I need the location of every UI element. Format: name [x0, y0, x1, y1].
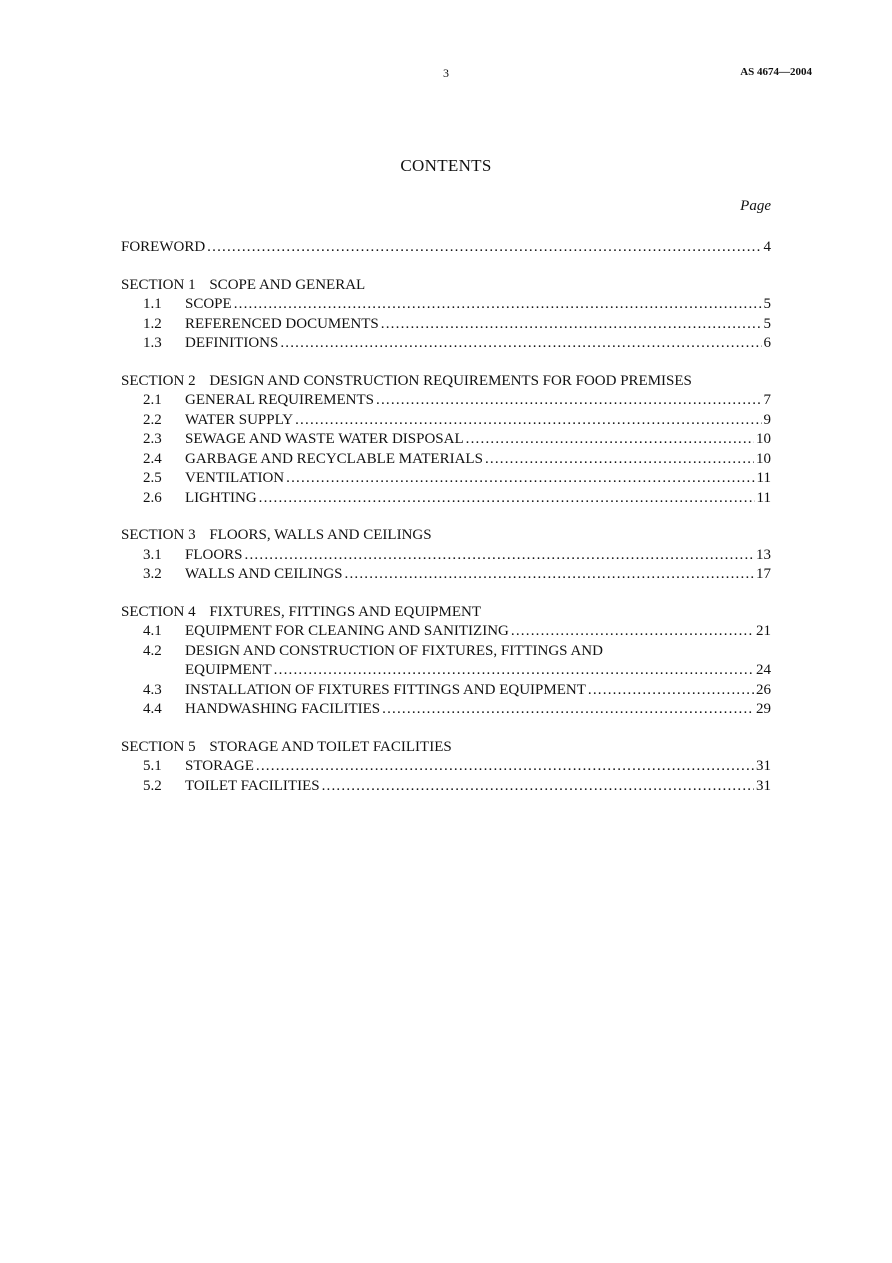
toc-entry-page: 17: [756, 566, 771, 582]
toc-entry-title: TOILET FACILITIES: [185, 777, 320, 794]
dot-leader: [207, 238, 761, 258]
toc-entry[interactable]: [121, 489, 771, 509]
section-title: FLOORS, WALLS AND CEILINGS: [209, 527, 432, 543]
dot-leader: [485, 450, 754, 470]
document-identifier: AS 4674—2004: [740, 66, 812, 78]
toc-entry-title: HANDWASHING FACILITIES: [185, 701, 381, 717]
section-title: STORAGE AND TOILET FACILITIES: [209, 738, 452, 755]
toc-entry[interactable]: [121, 334, 771, 354]
toc-entry-page: 5: [763, 296, 771, 312]
dot-leader: [466, 430, 754, 450]
toc-entry-number: 2.2: [143, 411, 162, 428]
toc-entry-title: DEFINITIONS: [185, 335, 279, 351]
dot-leader: [588, 681, 754, 701]
dot-leader: [322, 777, 754, 797]
toc-entry-page: 26: [756, 681, 771, 698]
toc-entry-number: 1.1: [143, 296, 162, 312]
toc-entry-title: DESIGN AND CONSTRUCTION OF FIXTURES, FITTINGS AND: [185, 642, 603, 659]
dot-leader: [256, 757, 754, 777]
toc-entry-number: 1.2: [143, 315, 162, 332]
toc-entry[interactable]: [121, 315, 771, 335]
dot-leader: [376, 391, 761, 411]
page-column-label: Page: [740, 198, 771, 214]
toc-entry-page: 10: [756, 450, 771, 467]
section-label: SECTION 5: [121, 738, 196, 755]
toc-entry[interactable]: [121, 546, 771, 566]
section-label: SECTION 1: [121, 276, 196, 293]
toc-entry[interactable]: [121, 700, 771, 720]
section-title: FIXTURES, FITTINGS AND EQUIPMENT: [209, 603, 482, 620]
toc-entry[interactable]: [121, 450, 771, 470]
toc-entry-title: GARBAGE AND RECYCLABLE MATERIALS: [185, 450, 483, 467]
toc-entry-page: 31: [756, 777, 771, 794]
toc-entry-page: 13: [756, 546, 771, 563]
toc-entry-page: 21: [756, 623, 771, 639]
toc-entry-title: LIGHTING: [185, 489, 257, 506]
toc-entry-page: 7: [763, 392, 771, 408]
toc-entry[interactable]: [121, 391, 771, 411]
toc-entry-title: SEWAGE AND WASTE WATER DISPOSAL: [185, 431, 464, 447]
dot-leader: [259, 489, 755, 509]
toc-entry[interactable]: [121, 411, 771, 431]
toc-entry-number: 2.4: [143, 450, 162, 467]
toc-entry-title: FLOORS: [185, 546, 243, 563]
toc-entry-continuation[interactable]: [121, 661, 771, 681]
section-heading-3[interactable]: [121, 526, 771, 546]
toc-entry-number: 2.1: [143, 392, 162, 408]
toc-entry-number: 5.1: [143, 758, 162, 774]
toc-entry[interactable]: [121, 681, 771, 701]
toc-entry-title: STORAGE: [185, 758, 254, 774]
toc-entry-page: 6: [763, 335, 771, 351]
toc-entry[interactable]: [121, 295, 771, 315]
toc-entry-page: 4: [763, 239, 771, 255]
toc-entry-title-continued: EQUIPMENT: [185, 662, 272, 678]
toc-entry-number: 2.3: [143, 431, 162, 447]
toc-entry-page: 5: [763, 315, 771, 332]
toc-entry-number: 3.1: [143, 546, 162, 563]
section-heading-1[interactable]: [121, 276, 771, 296]
dot-leader: [295, 411, 761, 431]
dot-leader: [286, 469, 754, 489]
toc-entry-title: WALLS AND CEILINGS: [185, 566, 343, 582]
toc-entry-page: 31: [756, 758, 771, 774]
toc-entry-page: 24: [756, 662, 771, 678]
toc-entry-number: 4.2: [143, 642, 162, 659]
toc-entry-title: REFERENCED DOCUMENTS: [185, 315, 379, 332]
toc-entry-number: 5.2: [143, 777, 162, 794]
toc-entry-title: SCOPE: [185, 296, 232, 312]
toc-entry-title: EQUIPMENT FOR CLEANING AND SANITIZING: [185, 623, 509, 639]
toc-entry-number: 3.2: [143, 566, 162, 582]
toc-entry-title: GENERAL REQUIREMENTS: [185, 392, 375, 408]
page-title: CONTENTS: [400, 156, 492, 175]
dot-leader: [245, 546, 754, 566]
toc-entry-title: INSTALLATION OF FIXTURES FITTINGS AND EQUIPMENT: [185, 681, 586, 698]
toc-entry-foreword[interactable]: [121, 238, 771, 258]
section-title: DESIGN AND CONSTRUCTION REQUIREMENTS FOR FOOD PREMISES: [209, 372, 692, 389]
toc-entry-page: 29: [756, 701, 771, 717]
toc-entry-title: FOREWORD: [121, 239, 206, 255]
dot-leader: [345, 565, 755, 585]
page-number: 3: [443, 66, 449, 80]
dot-leader: [280, 334, 761, 354]
toc-entry-page: 9: [763, 411, 771, 428]
dot-leader: [382, 700, 754, 720]
toc-entry[interactable]: [121, 757, 771, 777]
toc-entry[interactable]: [121, 430, 771, 450]
toc-entry-number: 2.5: [143, 470, 162, 486]
section-title: SCOPE AND GENERAL: [209, 276, 366, 293]
toc-entry[interactable]: [121, 642, 771, 662]
toc-entry-number: 2.6: [143, 489, 162, 506]
toc-entry-page: 11: [756, 470, 771, 486]
toc-entry-number: 4.1: [143, 623, 162, 639]
dot-leader: [381, 315, 762, 335]
toc-entry-page: 10: [756, 431, 771, 447]
toc-entry[interactable]: [121, 565, 771, 585]
section-heading-2[interactable]: [121, 372, 771, 392]
table-of-contents: [121, 238, 771, 796]
section-label: SECTION 2: [121, 372, 196, 389]
toc-entry[interactable]: [121, 622, 771, 642]
section-heading-5[interactable]: [121, 738, 771, 758]
section-heading-4[interactable]: [121, 603, 771, 623]
toc-entry-page: 11: [756, 489, 771, 506]
dot-leader: [274, 661, 754, 681]
toc-entry[interactable]: [121, 777, 771, 797]
dot-leader: [234, 295, 762, 315]
toc-entry-title: VENTILATION: [185, 470, 285, 486]
section-label: SECTION 4: [121, 603, 196, 620]
dot-leader: [511, 622, 754, 642]
toc-entry-number: 1.3: [143, 335, 162, 351]
toc-entry[interactable]: [121, 469, 771, 489]
toc-entry-number: 4.4: [143, 701, 162, 717]
toc-entry-number: 4.3: [143, 681, 162, 698]
toc-entry-title: WATER SUPPLY: [185, 411, 294, 428]
section-label: SECTION 3: [121, 527, 196, 543]
